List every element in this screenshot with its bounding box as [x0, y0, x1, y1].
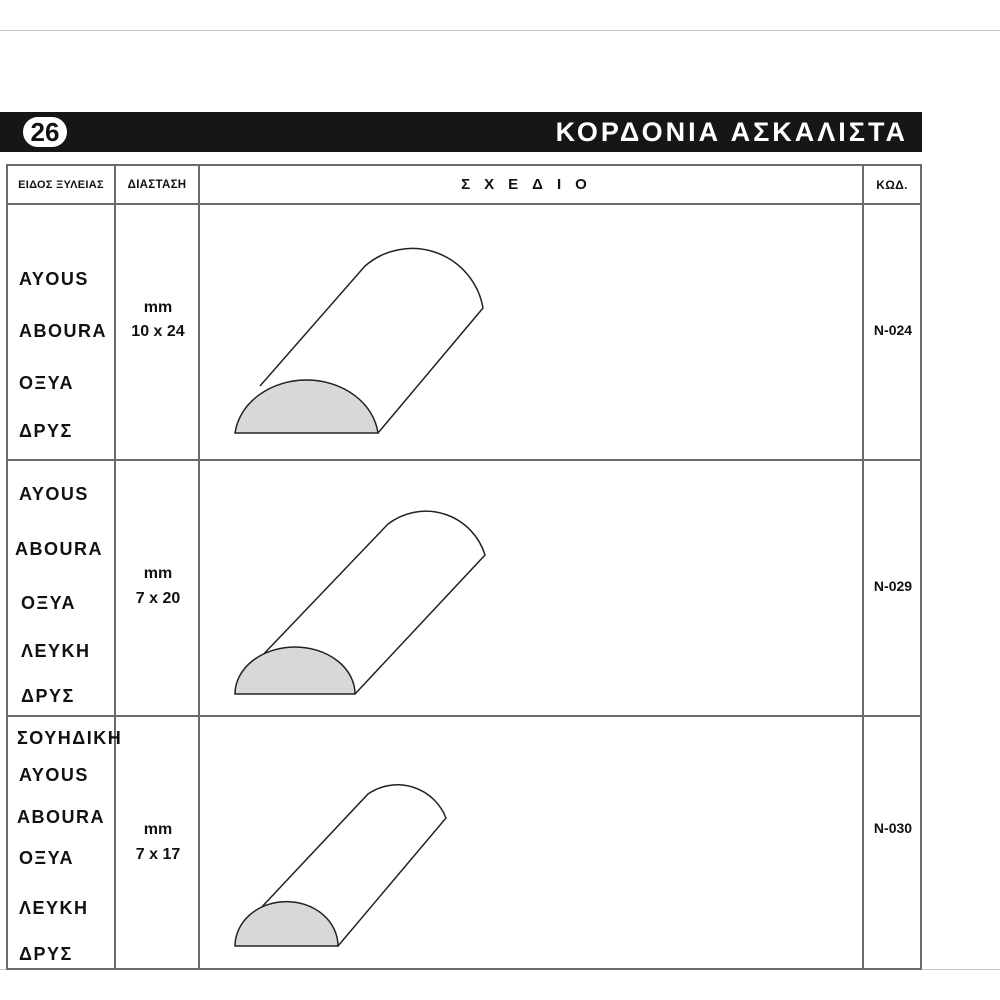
wood-type-label: AYOUS: [19, 765, 89, 785]
header-drawing: ΣΧΕΔΙΟ: [461, 176, 601, 193]
wood-type-label: ABOURA: [19, 321, 107, 341]
table-left-border: [6, 164, 8, 716]
table-left-border-lower: [6, 715, 8, 970]
wood-type-label: AYOUS: [19, 484, 89, 504]
half-round-profile-drawing: [200, 204, 862, 460]
wood-type-label: ΟΞΥΑ: [19, 848, 74, 868]
wood-type-label: ΔΡΥΣ: [19, 421, 73, 441]
wood-type-label: ΛΕΥΚΗ: [21, 641, 91, 661]
page-number-badge: 26: [20, 114, 70, 150]
wood-type-label: ΣΟΥΗΔΙΚΗ: [17, 728, 123, 748]
table-right-border: [920, 164, 922, 970]
dimension-unit: mm: [143, 299, 173, 316]
column-divider: [862, 164, 864, 970]
wood-type-label: AYOUS: [19, 269, 89, 289]
dimension-value: 7 x 17: [135, 846, 181, 863]
product-code: N-024: [873, 322, 913, 338]
wood-type-label: ΟΞΥΑ: [21, 593, 76, 613]
dimension-value: 7 x 20: [135, 590, 181, 607]
page-title: ΚΟΡΔΟΝΙΑ ΑΣΚΑΛΙΣΤΑ: [555, 117, 908, 147]
wood-type-label: ΔΡΥΣ: [19, 944, 73, 964]
wood-type-label: ΛΕΥΚΗ: [19, 898, 89, 918]
dimension-value: 10 x 24: [131, 323, 185, 340]
product-code: N-030: [873, 820, 913, 836]
header-dimension: ΔΙΑΣΤΑΣΗ: [127, 179, 187, 191]
header-wood-type: ΕΙΔΟΣ ΞΥΛΕΙΑΣ: [18, 179, 104, 191]
dimension-unit: mm: [143, 821, 173, 838]
dimension-unit: mm: [143, 565, 173, 582]
wood-type-label: ABOURA: [15, 539, 103, 559]
wood-type-label: ΔΡΥΣ: [21, 686, 75, 706]
half-round-profile-drawing: [200, 716, 862, 972]
wood-type-label: ΟΞΥΑ: [19, 373, 74, 393]
half-round-profile-drawing: [200, 460, 862, 716]
product-code: N-029: [873, 578, 913, 594]
wood-type-label: ABOURA: [17, 807, 105, 827]
header-code: ΚΩΔ.: [876, 178, 908, 192]
